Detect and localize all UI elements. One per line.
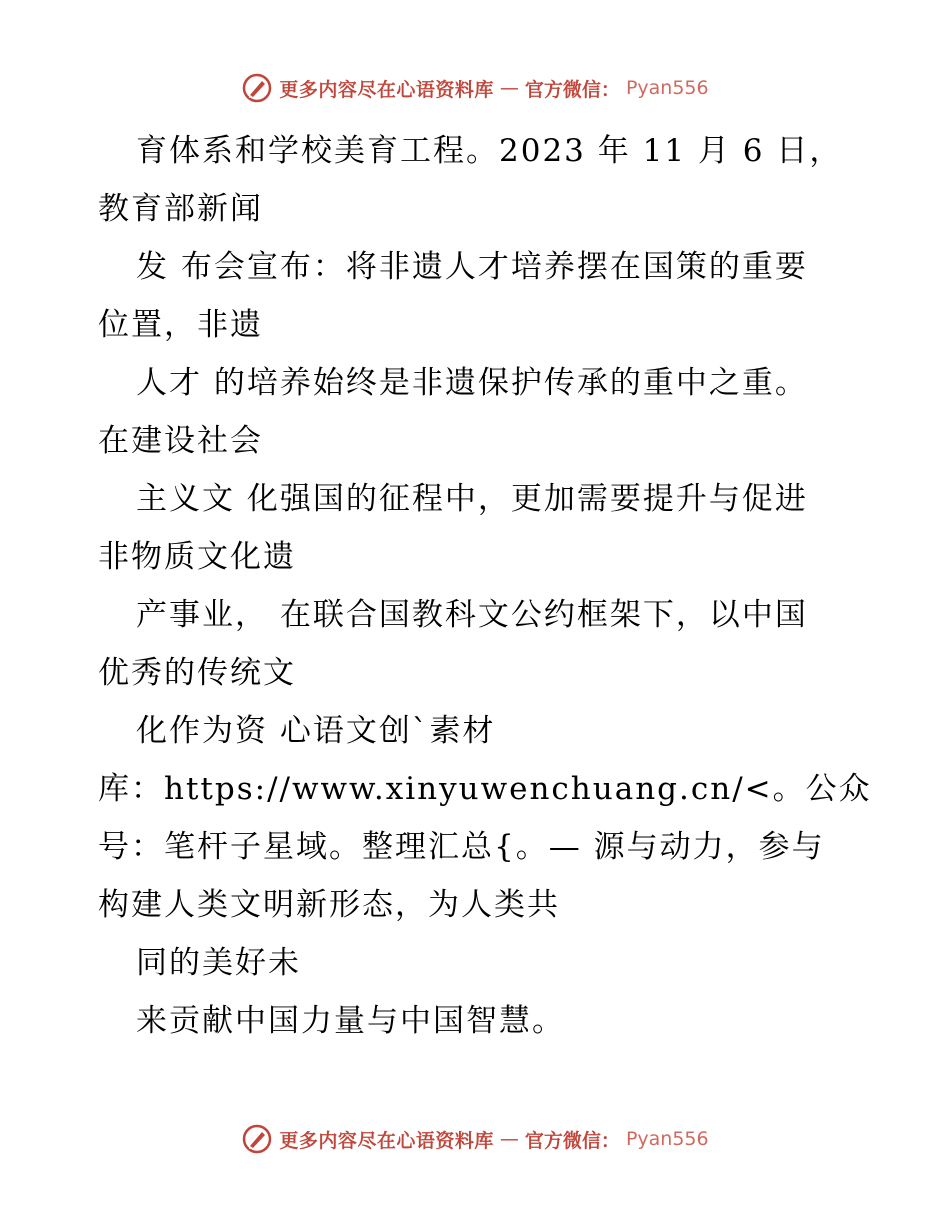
document-body [98, 122, 872, 1050]
footer-watermark [0, 1123, 950, 1155]
watermark-label: 官方微信： [524, 1129, 620, 1152]
watermark-dash: — [499, 1128, 519, 1150]
text-line: 主义文 化强国的征程中，更加需要提升与促进 [136, 481, 808, 517]
watermark-wechat-id: Pyan556 [625, 1128, 709, 1150]
watermark-dash: — [499, 77, 519, 99]
text-line: 产事业， 在联合国教科文公约框架下，以中国 [136, 597, 808, 633]
text-line: 号：笔杆子星域。整理汇总{。— 源与动力，参与 [98, 829, 825, 865]
pen-logo-icon [241, 1123, 273, 1155]
text-line: 位置，非遗 [98, 307, 263, 343]
text-line: 化作为资 心语文创`素材 [136, 713, 496, 749]
text-line: 人才 的培养始终是非遗保护传承的重中之重。 [136, 365, 808, 401]
text-line: 同的美好未 [136, 945, 301, 981]
text-line: 发 布会宣布：将非遗人才培养摆在国策的重要 [136, 249, 808, 285]
text-line: 库：https://www.xinyuwenchuang.cn/<。公众 [98, 771, 872, 807]
text-line: 在建设社会 [98, 423, 263, 459]
watermark-wechat-id: Pyan556 [625, 77, 709, 99]
text-line: 育体系和学校美育工程。2023 年 11 月 6 日， [136, 133, 843, 169]
pen-logo-icon [241, 72, 273, 104]
text-line: 教育部新闻 [98, 191, 263, 227]
watermark-label: 官方微信： [524, 78, 620, 101]
text-line: 优秀的传统文 [98, 655, 296, 691]
text-line: 非物质文化遗 [98, 539, 296, 575]
watermark-text: 更多内容尽在心语资料库 [279, 78, 494, 101]
header-watermark [0, 72, 950, 104]
text-line: 构建人类文明新形态，为人类共 [98, 887, 560, 923]
text-line: 来贡献中国力量与中国智慧。 [136, 1003, 565, 1039]
watermark-text: 更多内容尽在心语资料库 [279, 1129, 494, 1152]
